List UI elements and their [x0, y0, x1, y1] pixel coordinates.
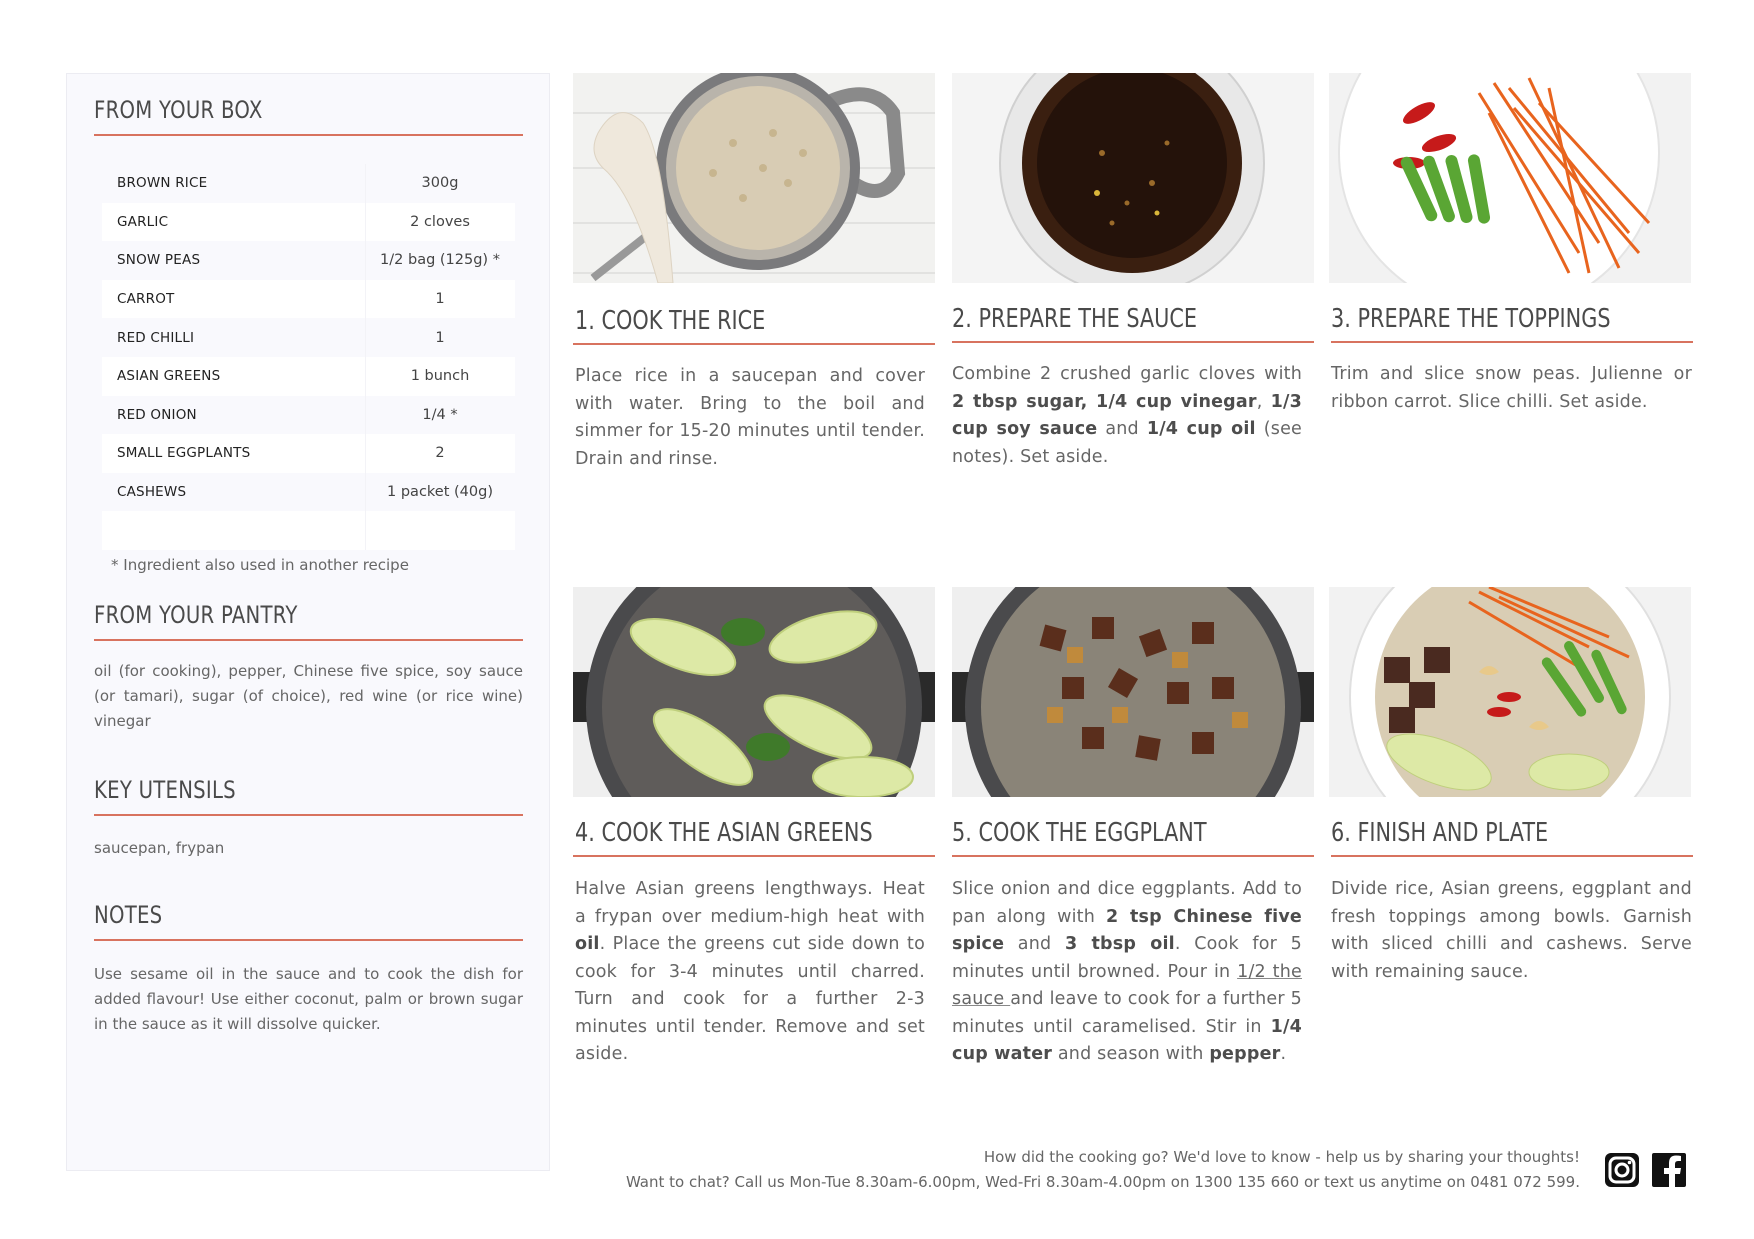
- step-1-text: [575, 363, 925, 473]
- ingredient-row: [102, 434, 515, 473]
- bold-text: 1/3 cup soy sauce: [952, 391, 1303, 439]
- section-divider: [94, 639, 523, 641]
- step-2-divider: [952, 341, 1314, 343]
- text-run: Slice onion and dice eggplants. Add to pan along with: [952, 879, 1302, 927]
- column-divider: [365, 434, 366, 473]
- step-5-image: [952, 587, 1314, 797]
- text-run: and: [1004, 934, 1065, 954]
- pantry-text: oil (for cooking), pepper, Chinese five spice, soy sauce (or tamari), sugar (of choice), red wine (or rice wine) vinegar: [94, 662, 523, 730]
- step-6-text: [1331, 876, 1692, 986]
- step-5-title: 5. COOK THE EGGPLANT: [952, 818, 1207, 848]
- text-run: Trim and slice snow peas. Julienne or ribbon carrot. Slice chilli. Set aside.: [1331, 364, 1692, 412]
- feedback-line: How did the cooking go? We'd love to know - help us by sharing your thoughts!: [983, 1148, 1580, 1166]
- underlined-text: 1/2 the sauce: [952, 961, 1302, 1009]
- sidebar-panel: [66, 73, 550, 1171]
- ingredient-row: [102, 280, 515, 319]
- step-6-image: [1329, 587, 1691, 797]
- ingredient-row: [102, 164, 515, 203]
- ingredient-name: GARLIC: [117, 213, 169, 230]
- ingredient-quantity: 2: [435, 445, 445, 462]
- ingredient-row: [102, 473, 515, 512]
- key-utensils-title: KEY UTENSILS: [94, 776, 236, 804]
- column-divider: [365, 396, 366, 435]
- step-2-title: 2. PREPARE THE SAUCE: [952, 304, 1198, 334]
- step-3-title: 3. PREPARE THE TOPPINGS: [1331, 304, 1611, 334]
- column-divider: [365, 280, 366, 319]
- text-run: and: [1097, 419, 1147, 439]
- ingredient-name: SNOW PEAS: [117, 252, 201, 269]
- text-run: (see notes). Set aside.: [952, 419, 1302, 467]
- step-6-divider: [1331, 855, 1693, 857]
- text-run: Halve Asian greens lengthways. Heat a frypan over medium-high heat with: [575, 879, 925, 927]
- bold-text: pepper: [1209, 1044, 1281, 1064]
- step-5-text: [952, 876, 1302, 1069]
- notes-text: Use sesame oil in the sauce and to cook the dish for added flavour! Use either coconut, palm or brown sugar in the sauce as it will dissolve quicker.: [94, 965, 523, 1033]
- ingredient-quantity: 1/4 *: [422, 406, 458, 423]
- text-run: Divide rice, Asian greens, eggplant and fresh toppings among bowls. Garnish with sliced chilli and cashews. Serve with remaining sauce.: [1331, 879, 1692, 982]
- ingredient-name: SMALL EGGPLANTS: [117, 445, 251, 462]
- step-6-title: 6. FINISH AND PLATE: [1331, 818, 1549, 848]
- ingredient-name: CASHEWS: [117, 484, 187, 501]
- bold-text: 1/4 cup water: [952, 1016, 1302, 1064]
- text-run: . Place the greens cut side down to cook for 3-4 minutes until charred. Turn and cook for a further 2-3 minutes until tender. Remove and set aside.: [575, 934, 925, 1064]
- text-run: ,: [1256, 391, 1271, 412]
- ingredient-row: [102, 511, 515, 550]
- bold-text: 2 tsp Chinese five spice: [952, 906, 1302, 954]
- bold-text: 1/4 cup oil: [1146, 419, 1256, 439]
- step-4-text: [575, 876, 925, 1069]
- column-divider: [365, 318, 366, 357]
- utensils-text: saucepan, frypan: [94, 839, 225, 857]
- ingredient-name: RED CHILLI: [117, 329, 195, 346]
- step-4-image: [573, 587, 935, 797]
- ingredient-footnote: * Ingredient also used in another recipe: [111, 556, 409, 574]
- text-run: . Cook for 5 minutes until browned. Pour in: [952, 934, 1302, 982]
- ingredient-quantity: 300g: [421, 175, 459, 192]
- ingredient-quantity: 1: [435, 291, 445, 308]
- step-2-image: [952, 73, 1314, 283]
- ingredient-name: CARROT: [117, 291, 175, 308]
- ingredient-name: ASIAN GREENS: [117, 368, 221, 385]
- ingredient-name: BROWN RICE: [117, 175, 208, 192]
- column-divider: [365, 357, 366, 396]
- ingredient-row: [102, 203, 515, 242]
- section-divider: [94, 814, 523, 816]
- step-5-divider: [952, 855, 1314, 857]
- ingredient-row: [102, 241, 515, 280]
- ingredient-row: [102, 396, 515, 435]
- instagram-icon[interactable]: [1604, 1152, 1640, 1188]
- step-1-image: [573, 73, 935, 283]
- from-your-pantry-title: FROM YOUR PANTRY: [94, 601, 298, 629]
- text-run: .: [1280, 1044, 1287, 1064]
- bold-text: oil: [575, 934, 600, 954]
- facebook-icon[interactable]: [1651, 1152, 1687, 1188]
- step-4-divider: [573, 855, 935, 857]
- bold-text: 2 tbsp sugar, 1/4 cup vinegar: [952, 391, 1257, 412]
- text-run: Place rice in a saucepan and cover with water. Bring to the boil and simmer for 15-20 minutes until tender. Drain and rinse.: [575, 366, 925, 469]
- ingredient-quantity: 2 cloves: [410, 213, 470, 230]
- step-3-image: [1329, 73, 1691, 283]
- step-4-title: 4. COOK THE ASIAN GREENS: [575, 818, 873, 848]
- contact-line: Want to chat? Call us Mon-Tue 8.30am-6.00pm, Wed-Fri 8.30am-4.00pm on 1300 135 660 or text us anytime on 0481 072 599.: [625, 1173, 1580, 1191]
- text-run: and season with: [1052, 1044, 1210, 1064]
- text-run: and leave to cook for a further 5 minutes until caramelised. Stir in: [952, 989, 1302, 1037]
- column-divider: [365, 241, 366, 280]
- notes-title: NOTES: [94, 901, 163, 929]
- section-divider: [94, 134, 523, 136]
- ingredient-quantity: 1: [435, 329, 445, 346]
- step-3-text: [1331, 361, 1692, 416]
- step-3-divider: [1331, 341, 1693, 343]
- ingredient-row: [102, 357, 515, 396]
- ingredient-quantity: 1/2 bag (125g) *: [380, 252, 500, 269]
- text-run: Combine 2 crushed garlic cloves with: [952, 364, 1302, 384]
- from-your-box-title: FROM YOUR BOX: [94, 96, 263, 124]
- column-divider: [365, 511, 366, 550]
- ingredient-quantity: 1 packet (40g): [387, 484, 493, 501]
- column-divider: [365, 164, 366, 203]
- step-1-divider: [573, 343, 935, 345]
- section-divider: [94, 939, 523, 941]
- ingredients-table: [102, 164, 515, 550]
- ingredient-name: RED ONION: [117, 406, 197, 423]
- step-1-title: 1. COOK THE RICE: [575, 306, 766, 336]
- ingredient-row: [102, 318, 515, 357]
- bold-text: 3 tbsp oil: [1064, 934, 1175, 954]
- column-divider: [365, 203, 366, 242]
- ingredient-quantity: 1 bunch: [410, 368, 470, 385]
- step-2-text: [952, 361, 1302, 471]
- column-divider: [365, 473, 366, 512]
